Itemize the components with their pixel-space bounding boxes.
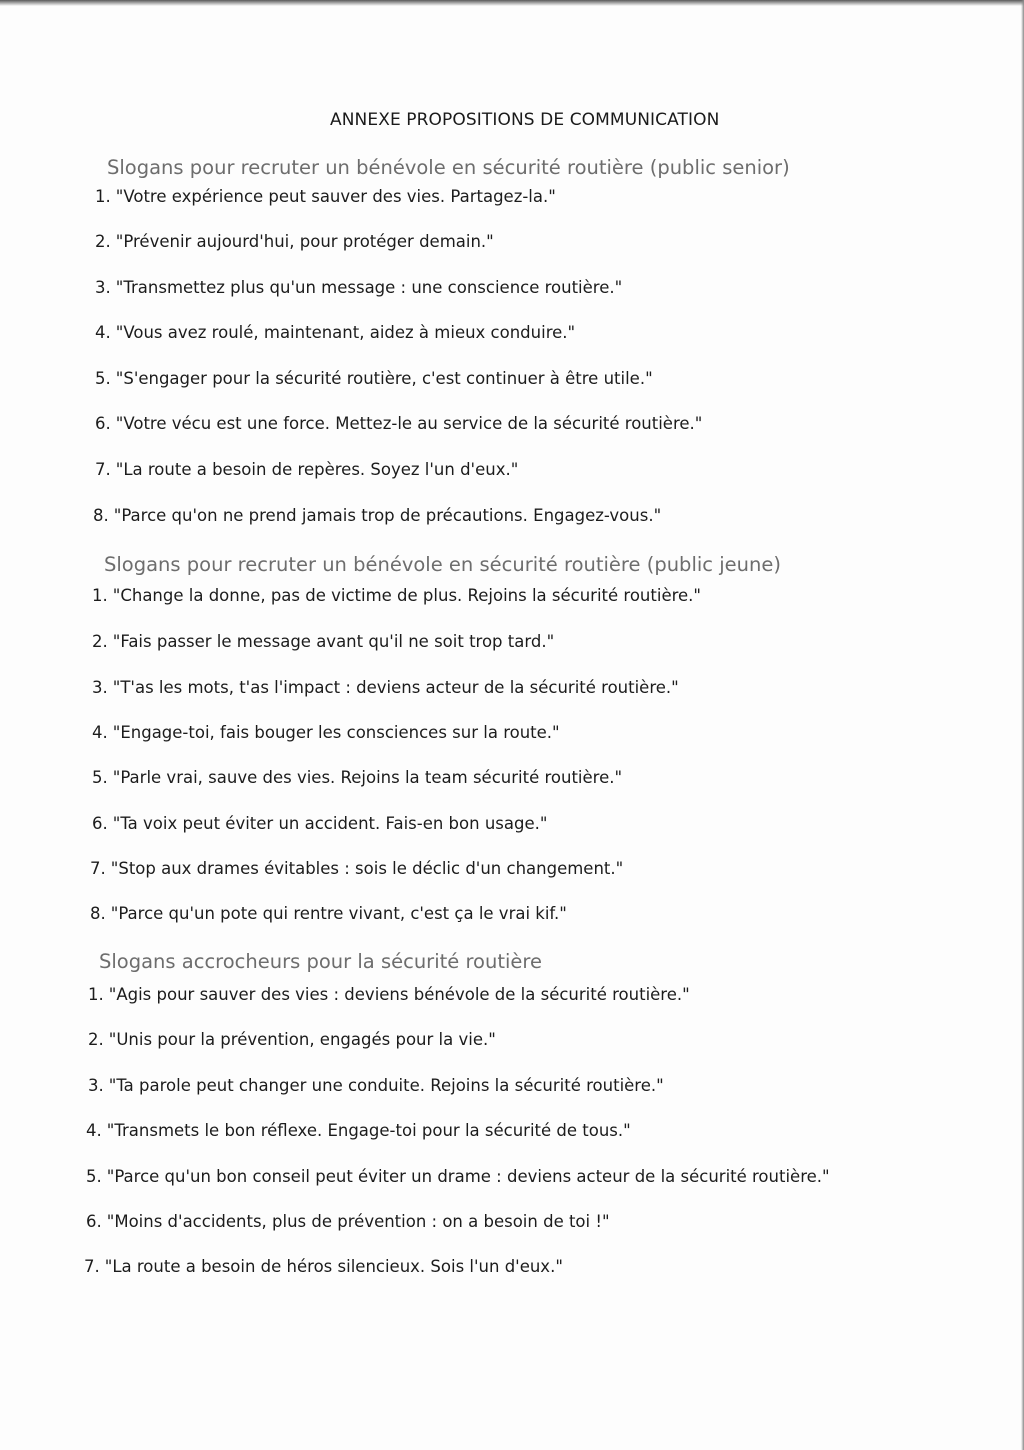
slogan-number: 6. <box>95 414 111 433</box>
slogan-number: 7. <box>84 1257 100 1276</box>
slogan-number: 2. <box>95 232 111 251</box>
slogan-jeune-1 <box>92 586 701 605</box>
slogan-jeune-5 <box>92 768 622 787</box>
slogan-jeune-6 <box>92 814 547 833</box>
slogan-senior-1 <box>95 187 556 206</box>
slogan-number: 2. <box>88 1030 104 1049</box>
slogan-number: 4. <box>95 323 111 342</box>
slogan-jeune-8 <box>90 904 567 923</box>
slogan-number: 1. <box>95 187 111 206</box>
slogan-text: "Transmets le bon réflexe. Engage-toi pour la sécurité de tous." <box>106 1121 631 1140</box>
slogan-number: 4. <box>92 723 108 742</box>
slogan-text: "Votre vécu est une force. Mettez-le au service de la sécurité routière." <box>115 414 703 433</box>
section-heading-jeune: Slogans pour recruter un bénévole en sécurité routière (public jeune) <box>104 553 781 576</box>
slogan-accrocheur-6 <box>86 1212 610 1231</box>
slogan-text: "Vous avez roulé, maintenant, aidez à mieux conduire." <box>115 323 576 342</box>
slogan-text: "Votre expérience peut sauver des vies. Partagez-la." <box>115 187 556 206</box>
slogan-number: 7. <box>90 859 106 878</box>
slogan-text: "Prévenir aujourd'hui, pour protéger demain." <box>115 232 494 251</box>
slogan-text: "Parce qu'on ne prend jamais trop de précautions. Engagez-vous." <box>113 506 662 525</box>
slogan-number: 3. <box>92 678 108 697</box>
slogan-accrocheur-2 <box>88 1030 496 1049</box>
section-heading-senior: Slogans pour recruter un bénévole en sécurité routière (public senior) <box>107 156 790 179</box>
slogan-jeune-7 <box>90 859 623 878</box>
slogan-number: 3. <box>95 278 111 297</box>
slogan-text: "Ta parole peut changer une conduite. Rejoins la sécurité routière." <box>108 1076 664 1095</box>
slogan-accrocheur-7 <box>84 1257 563 1276</box>
slogan-number: 2. <box>92 632 108 651</box>
section-heading-accrocheurs: Slogans accrocheurs pour la sécurité routière <box>99 950 542 973</box>
slogan-senior-6 <box>95 414 702 433</box>
slogan-senior-5 <box>95 369 653 388</box>
slogan-number: 8. <box>90 904 106 923</box>
slogan-accrocheur-1 <box>88 985 690 1004</box>
slogan-text: "Transmettez plus qu'un message : une conscience routière." <box>115 278 623 297</box>
slogan-accrocheur-4 <box>86 1121 631 1140</box>
slogan-text: "La route a besoin de repères. Soyez l'un d'eux." <box>115 460 519 479</box>
slogan-number: 1. <box>92 586 108 605</box>
slogan-senior-7 <box>95 460 518 479</box>
slogan-text: "Parle vrai, sauve des vies. Rejoins la team sécurité routière." <box>112 768 623 787</box>
slogan-number: 5. <box>86 1167 102 1186</box>
slogan-text: "Fais passer le message avant qu'il ne soit trop tard." <box>112 632 555 651</box>
slogan-senior-3 <box>95 278 622 297</box>
slogan-text: "Agis pour sauver des vies : deviens bénévole de la sécurité routière." <box>108 985 690 1004</box>
slogan-text: "Moins d'accidents, plus de prévention : on a besoin de toi !" <box>106 1212 610 1231</box>
slogan-text: "Ta voix peut éviter un accident. Fais-en bon usage." <box>112 814 548 833</box>
slogan-number: 4. <box>86 1121 102 1140</box>
scan-top-edge <box>0 0 1024 6</box>
slogan-senior-2 <box>95 232 494 251</box>
slogan-text: "La route a besoin de héros silencieux. Sois l'un d'eux." <box>104 1257 563 1276</box>
slogan-senior-4 <box>95 323 575 342</box>
slogan-number: 6. <box>86 1212 102 1231</box>
slogan-number: 5. <box>95 369 111 388</box>
slogan-text: "S'engager pour la sécurité routière, c'est continuer à être utile." <box>115 369 653 388</box>
slogan-text: "T'as les mots, t'as l'impact : deviens acteur de la sécurité routière." <box>112 678 679 697</box>
slogan-number: 6. <box>92 814 108 833</box>
slogan-number: 7. <box>95 460 111 479</box>
slogan-text: "Stop aux drames évitables : sois le déclic d'un changement." <box>110 859 624 878</box>
slogan-number: 3. <box>88 1076 104 1095</box>
slogan-text: "Parce qu'un bon conseil peut éviter un drame : deviens acteur de la sécurité routière." <box>106 1167 830 1186</box>
slogan-number: 8. <box>93 506 109 525</box>
slogan-senior-8 <box>93 506 661 525</box>
slogan-jeune-2 <box>92 632 554 651</box>
slogan-text: "Parce qu'un pote qui rentre vivant, c'est ça le vrai kif." <box>110 904 567 923</box>
slogan-number: 5. <box>92 768 108 787</box>
page-title: ANNEXE PROPOSITIONS DE COMMUNICATION <box>330 110 720 130</box>
slogan-accrocheur-5 <box>86 1167 830 1186</box>
slogan-text: "Change la donne, pas de victime de plus. Rejoins la sécurité routière." <box>112 586 702 605</box>
slogan-text: "Unis pour la prévention, engagés pour la vie." <box>108 1030 496 1049</box>
slogan-number: 1. <box>88 985 104 1004</box>
slogan-jeune-4 <box>92 723 560 742</box>
slogan-text: "Engage-toi, fais bouger les consciences sur la route." <box>112 723 560 742</box>
slogan-jeune-3 <box>92 678 679 697</box>
slogan-accrocheur-3 <box>88 1076 664 1095</box>
